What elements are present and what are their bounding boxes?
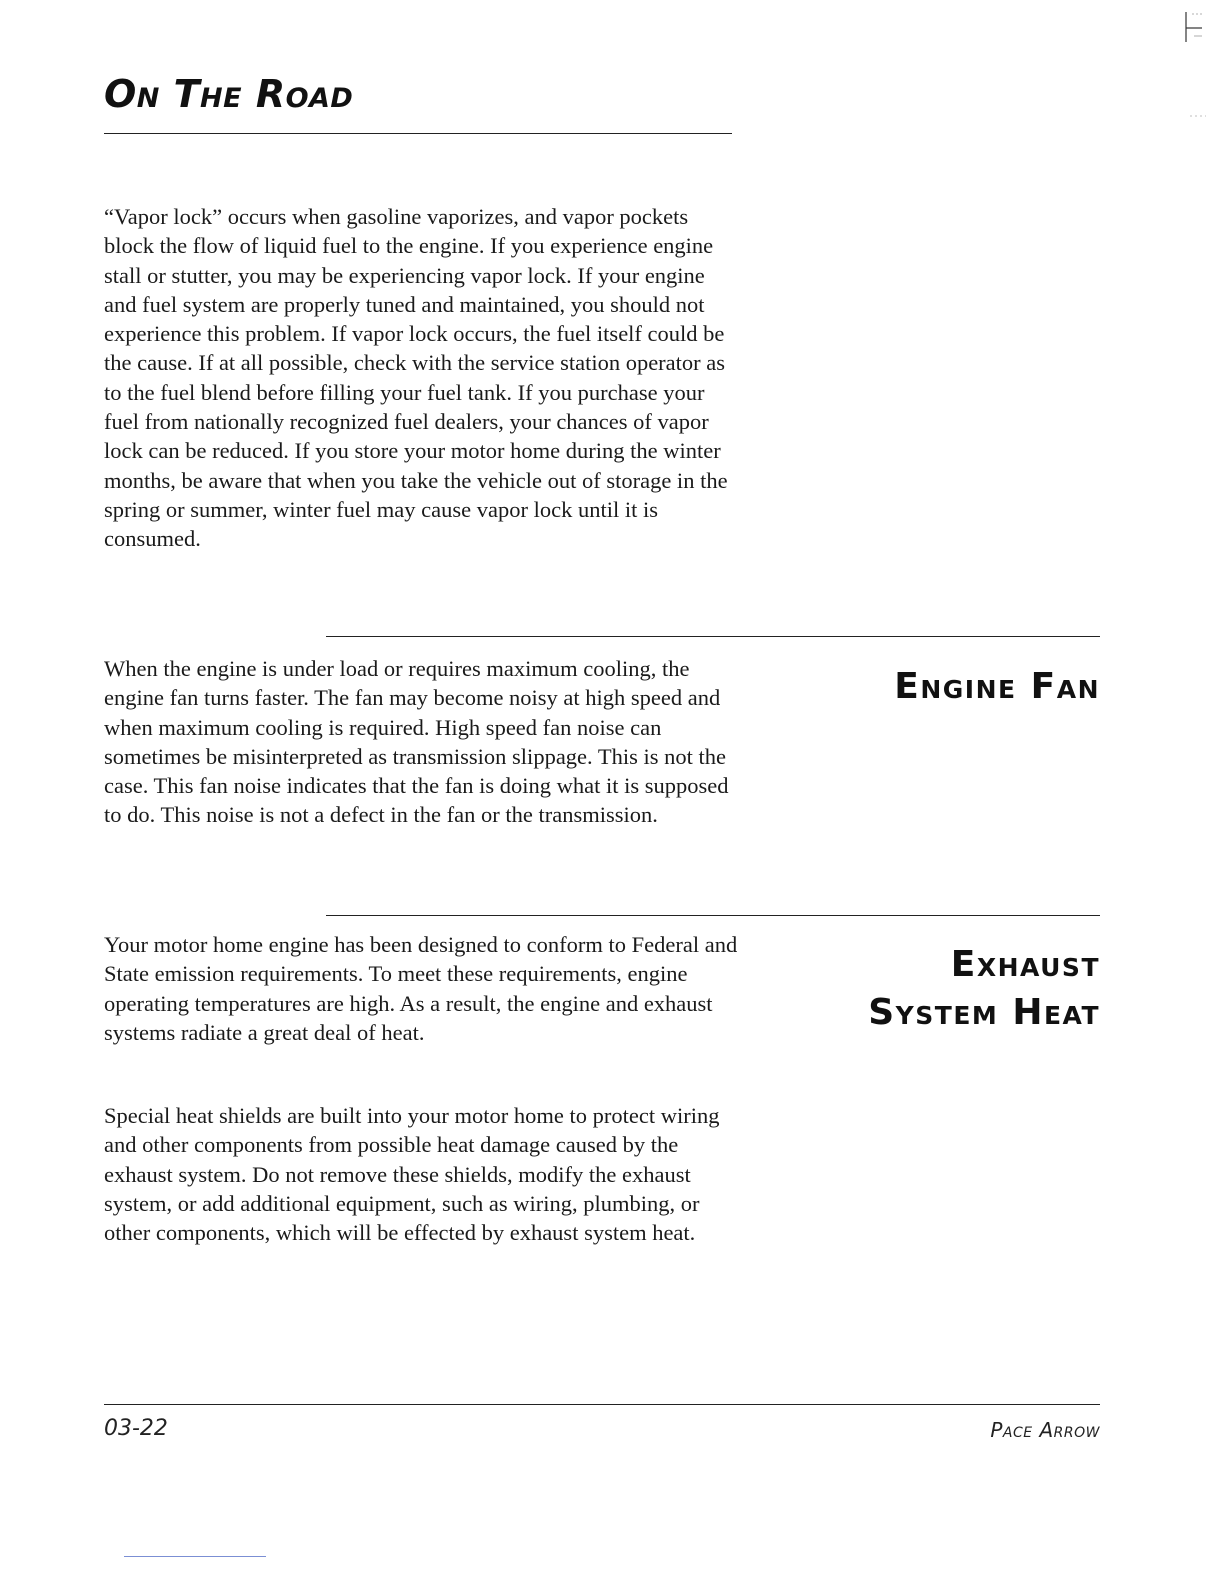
header-rule (104, 133, 732, 134)
exhaust-paragraph-2: Special heat shields are built into your motor home to protect wiring and other components from possible heat damage caused by the exhaust system. Do not remove these shields, modify the exhaust system, or add additional equipment, such as wiring, plumbing, or other components, which will be effected by exhaust system heat. (104, 1103, 720, 1246)
footer-rule (104, 1404, 1100, 1405)
exhaust-paragraph-1: Your motor home engine has been designed to conform to Federal and State emission requirements. To meet these requirements, engine operating temperatures are high. As a result, the engine and exhaust systems radiate a great deal of heat. (104, 932, 738, 1045)
exhaust-heading-line-1: Exhaust (950, 944, 1100, 985)
manual-title: Pace Arrow (990, 1418, 1100, 1442)
chapter-title: On The Road (104, 72, 354, 116)
engine-fan-divider (326, 636, 1100, 637)
scan-edge-line (124, 1556, 266, 1557)
engine-fan-paragraph: When the engine is under load or requires maximum cooling, the engine fan turns faster. The fan may become noisy at high speed and when maximum cooling is required. High speed fan noise can sometimes be misinterpreted as transmission slippage. This is not the case. This fan noise indicates that the fan is doing what it is supposed to do. This noise is not a defect in the fan or the transmission. (104, 656, 729, 828)
exhaust-heading (760, 942, 1100, 1036)
exhaust-divider (326, 915, 1100, 916)
page-number: 03-22 (104, 1416, 168, 1441)
exhaust-heading-line-2: System Heat (868, 992, 1100, 1033)
binder-tab-mark (1178, 8, 1218, 128)
engine-fan-heading: Engine Fan (894, 666, 1100, 707)
vapor-lock-paragraph: “Vapor lock” occurs when gasoline vaporizes, and vapor pockets block the flow of liquid fuel to the engine. If you experience engine stall or stutter, you may be experiencing vapor lock. If your engine and fuel system are properly tuned and maintained, you should not experience this problem. If vapor lock occurs, the fuel itself could be the cause. If at all possible, check with the service station operator as to the fuel blend before filling your fuel tank. If you purchase your fuel from nationally recognized fuel dealers, your chances of vapor lock can be reduced. If you store your motor home during the winter months, be aware that when you take the vehicle out of storage in the spring or summer, winter fuel may cause vapor lock until it is consumed. (104, 204, 728, 552)
